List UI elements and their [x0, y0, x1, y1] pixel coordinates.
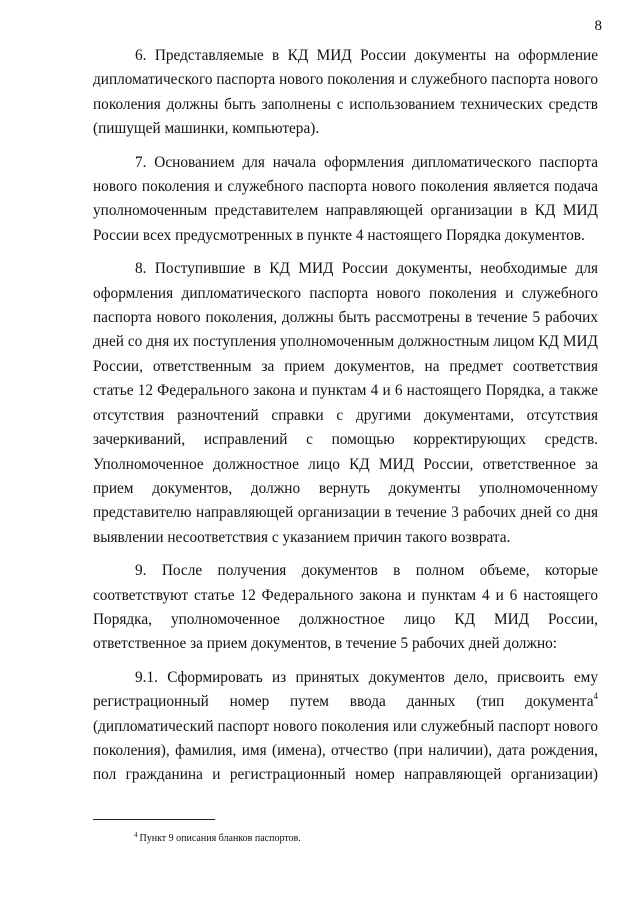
- paragraph-9-1-text-end: (дипломатический паспорт нового поколения или служебный паспорт нового поколения), фамилия, имя (имена), отчество (при наличии), дата рождения, пол гражданина и регистрационный номер направляющей организации): [93, 717, 598, 784]
- page-number: 8: [594, 18, 602, 34]
- paragraph-9: 9. После получения документов в полном объеме, которые соответствуют статье 12 Федерального закона и пунктам 4 и 6 настоящего Порядка, уполномоченное должностное лицо КД МИД России, ответственное за прием документов, в течение 5 рабочих дней должно:: [93, 562, 598, 653]
- paragraph-7: 7. Основанием для начала оформления дипломатического паспорта нового поколения и служебного паспорта нового поколения является подача уполномоченным представителем направляющей организации в КД МИД России всех предусмотренных в пункте 4 настоящего Порядка документов.: [93, 153, 598, 244]
- footnote-separator: [93, 819, 215, 820]
- paragraph-8: 8. Поступившие в КД МИД России документы, необходимые для оформления дипломатического паспорта нового поколения и служебного паспорта нового поколения, должны быть рассмотрены в течение 5 рабочих дней со дня их поступления уполномоченным должностным лицом КД МИД России, ответственным за прием документов, на предмет соответствия статье 12 Федерального закона и пунктам 4 и 6 настоящего Порядка, а также отсутствия разночтений справки с другими документами, отсутствия зачеркиваний, исправлений с помощью корректирующих средств. Уполномоченное должностное лицо КД МИД России, ответственное за прием документов, должно вернуть документы уполномоченному представителю направляющей организации в течение 3 рабочих дней со дня выявлении несоответствия с указанием причин такого возврата.: [93, 260, 598, 546]
- footnote-text: Пункт 9 описания бланков паспортов.: [139, 833, 301, 844]
- document-body: [93, 44, 598, 788]
- footnote: [134, 832, 301, 846]
- footnote-marker: 4: [134, 831, 138, 839]
- paragraph-9-1: [93, 666, 598, 788]
- paragraph-9-1-text-start: 9.1. Сформировать из принятых документов дело, присвоить ему регистрационный номер путем ввода данных (тип документа: [93, 668, 598, 711]
- footnote-reference-marker: 4: [593, 691, 598, 702]
- paragraph-6: 6. Представляемые в КД МИД России документы на оформление дипломатического паспорта нового поколения и служебного паспорта нового поколения должны быть заполнены с использованием технических средств (пишущей машинки, компьютера).: [93, 47, 598, 138]
